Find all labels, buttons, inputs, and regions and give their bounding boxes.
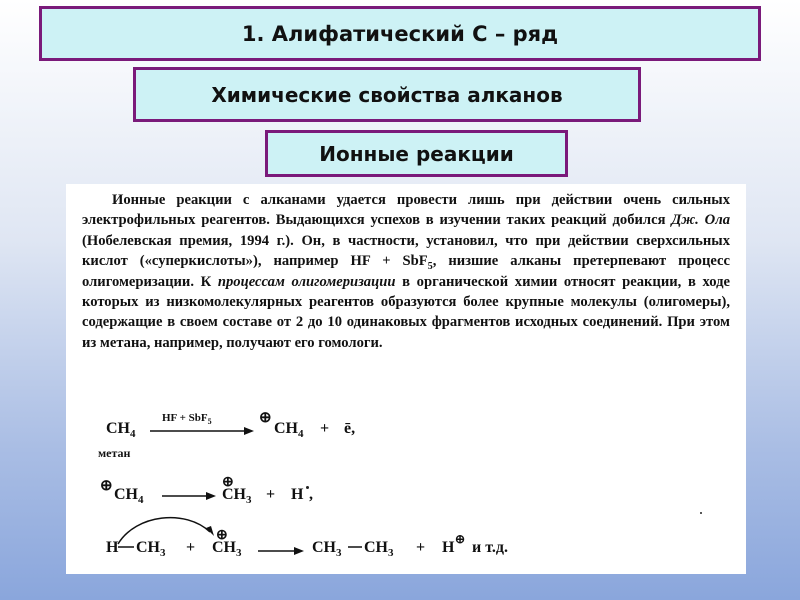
- r1-reactant: $CH_4$: [106, 420, 136, 441]
- r3-h: H: [106, 539, 119, 556]
- r2-charge-icon: ⊕: [100, 478, 113, 494]
- para-part-1: Ионные реакции с алканами удается провести лишь при действии очень сильных электрофильных реагентов. Выдающихся успехов в изучении таких реакций добился: [82, 192, 730, 229]
- r1-electron: ē,: [344, 420, 356, 437]
- r2-product-charge-icon: ⊕: [222, 475, 234, 490]
- r2-plus: +: [266, 486, 276, 503]
- term-oligomerization: процессам олигомеризации: [217, 273, 396, 290]
- scanned-text-panel: [66, 184, 746, 574]
- para-sub-5: 5: [427, 261, 433, 273]
- r2-product: $CH_3$: [222, 486, 252, 507]
- speck-mark: [700, 512, 702, 514]
- r3-proton-charge-icon: ⊕: [455, 532, 466, 546]
- author-name: Дж. Ола: [671, 212, 730, 229]
- r3-etc: и т.д.: [472, 539, 508, 556]
- r1-plus: +: [320, 420, 330, 437]
- r3-plus-2: +: [416, 539, 426, 556]
- subsection-title: Ионные реакции: [265, 130, 568, 177]
- para-part-3: , низшие алканы претерпевают процесс олигомеризации. К: [82, 253, 730, 290]
- r3-ch3-a: $CH_3$: [136, 539, 166, 560]
- r1-label-methane: метан: [98, 446, 131, 460]
- main-title: 1. Алифатический С – ряд: [39, 6, 761, 61]
- r3-product-1: $CH_3$: [312, 539, 342, 560]
- r3-plus-1: +: [186, 539, 196, 556]
- r2-reactant: $CH_4$: [114, 486, 144, 507]
- r3-charge-icon: ⊕: [216, 528, 228, 543]
- reaction-arrows: [66, 184, 746, 574]
- r1-charge-icon: ⊕: [259, 410, 272, 426]
- r2-tail: ,: [309, 486, 313, 503]
- r1-product: $CH_4$: [274, 420, 304, 441]
- r1-reagent: HF + SbF$_5$: [162, 412, 212, 427]
- para-part-4: в органической химии относят реакции, в ходе которых из низкомолекулярных реагентов образуются более крупные молекулы (олигомеры), содержащие в своем составе от 2 до 10 одинаковых фрагментов исходных соединений. При этом из метана, например, получают его гомологи.: [82, 273, 731, 351]
- r3-ch3-b: $CH_3$: [212, 539, 242, 560]
- para-part-2: (Нобелевская премия, 1994 г.). Он, в частности, установил, что при действии сверхсильных кислот («суперкислоты»), например HF + SbF: [82, 232, 730, 270]
- r2-h-radical: H: [291, 486, 304, 503]
- r3-proton: H: [442, 539, 455, 556]
- section-title: Химические свойства алканов: [133, 67, 641, 122]
- r3-product-2: $CH_3$: [364, 539, 394, 560]
